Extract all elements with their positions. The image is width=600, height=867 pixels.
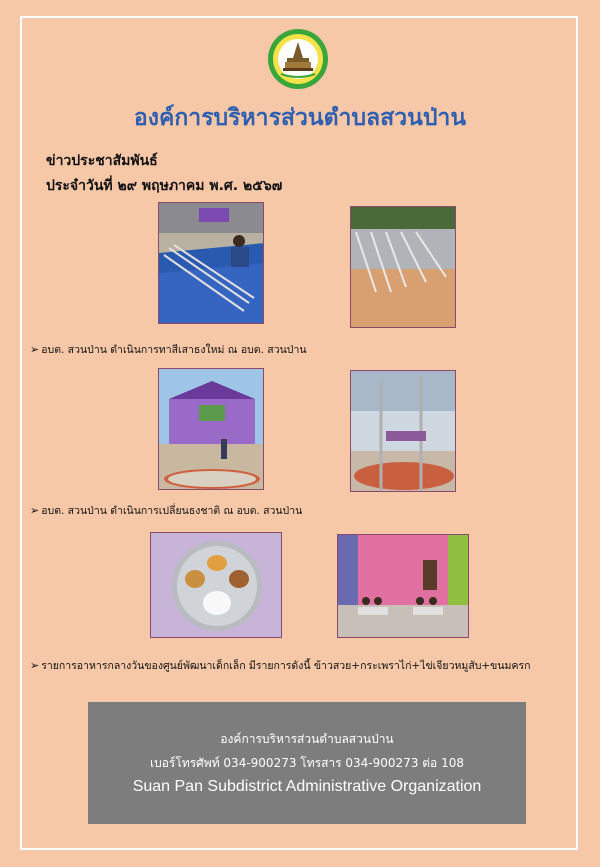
footer-box [88, 702, 526, 824]
caption-3: ➢ รายการอาหารกลางวันของศูนย์พัฒนาเด็กเล็ก มีรายการดังนี้ ข้าวสวย+กระเพราไก่+ไข่เจียวหมูสับ+ขนมครก [30, 659, 531, 672]
footer-english-name: Suan Pan Subdistrict Administrative Organization [132, 778, 482, 795]
caption-1: ➢ อบต. สวนป่าน ดำเนินการทาสีเสาธงใหม่ ณ อบต. สวนป่าน [30, 343, 307, 356]
arrow-bullet-icon: ➢ [30, 343, 40, 356]
organization-logo [267, 28, 329, 90]
caption-2: ➢ อบต. สวนป่าน ดำเนินการเปลี่ยนธงชาติ ณ อบต. สวนป่าน [30, 504, 303, 517]
photo-new-flags [350, 370, 456, 492]
page-title: องค์การบริหารส่วนตำบลสวนป่าน [133, 105, 467, 131]
photo-flagpole-poles [350, 206, 456, 328]
date-line: ประจำวันที่ ๒๙ พฤษภาคม พ.ศ. ๒๕๖๗ [46, 178, 283, 194]
photo-flagpole-painting [158, 202, 264, 324]
news-label: ข่าวประชาสัมพันธ์ [46, 153, 158, 169]
photo-children-classroom [337, 534, 469, 638]
arrow-bullet-icon: ➢ [30, 659, 40, 672]
photo-office-building [158, 368, 264, 490]
arrow-bullet-icon: ➢ [30, 504, 40, 517]
footer-contact: เบอร์โทรศัพท์ 034-900273 โทรสาร 034-900273 ต่อ 108 [150, 756, 464, 770]
photo-lunch-tray [150, 532, 282, 638]
footer-org-name: องค์การบริหารส่วนตำบลสวนป่าน [220, 732, 394, 746]
